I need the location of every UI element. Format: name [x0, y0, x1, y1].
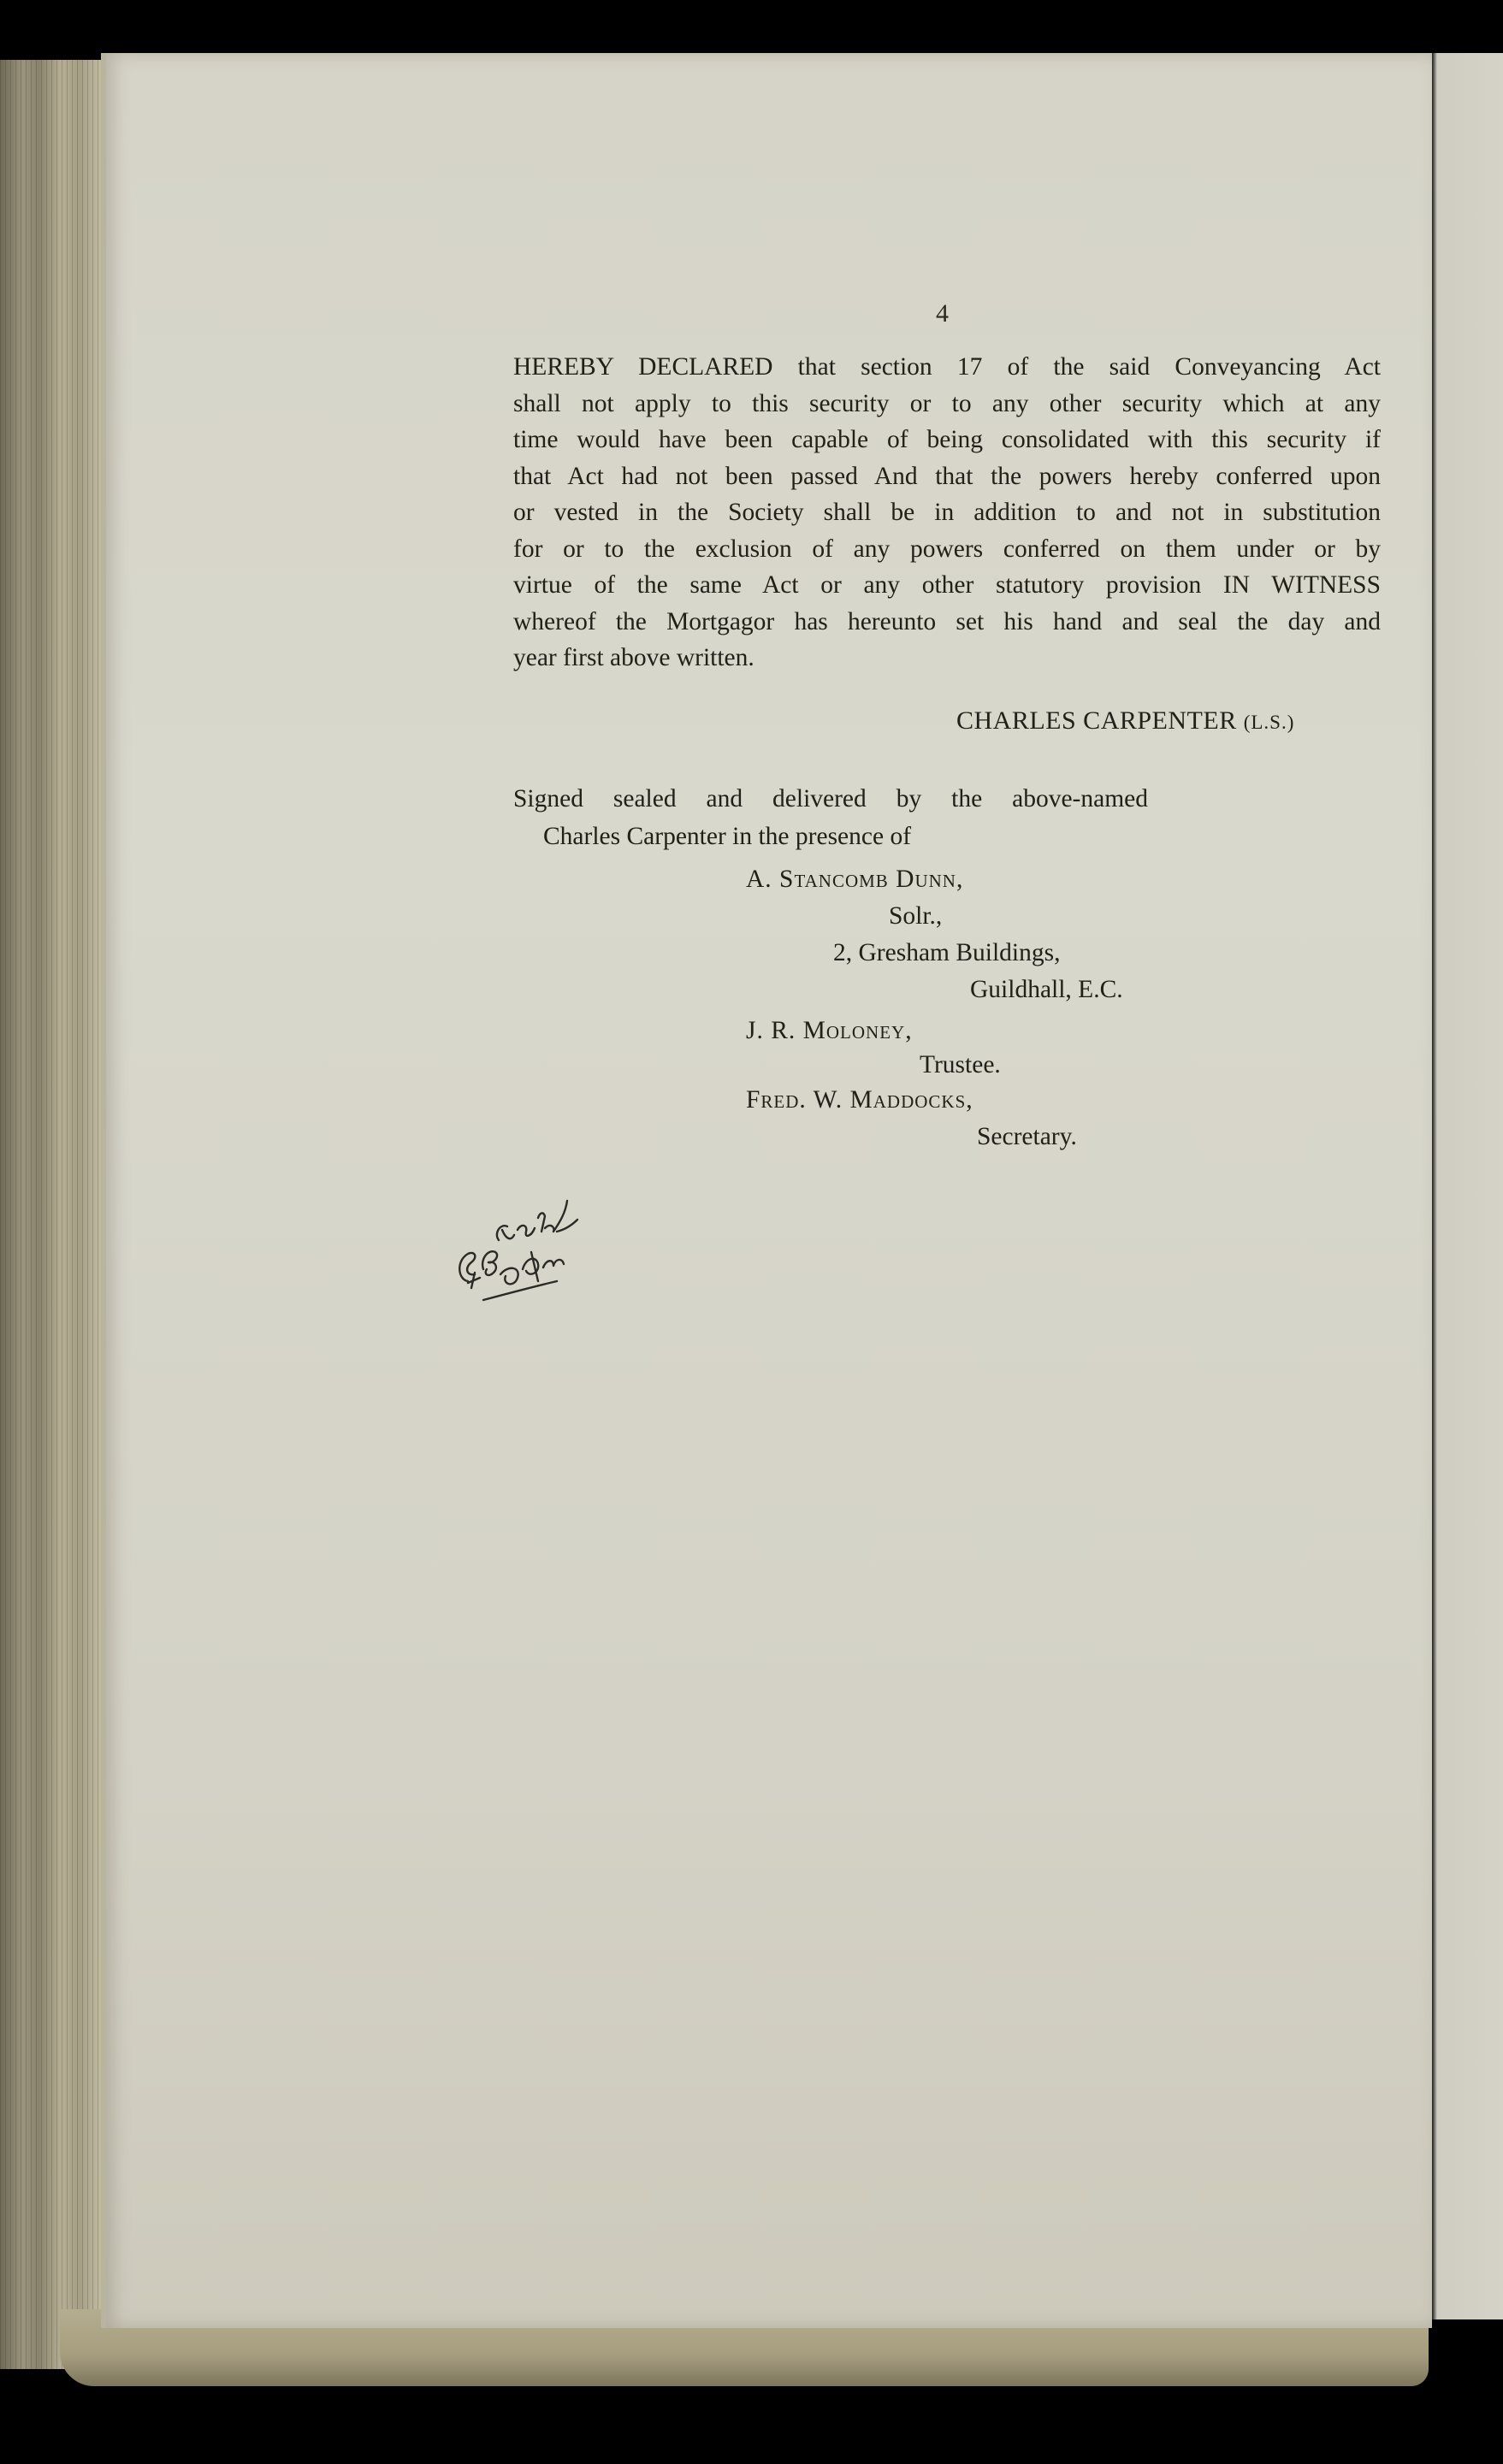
witness-address: 2, Gresham Buildings, — [833, 939, 1061, 966]
witness-name: J. R. Moloney, — [746, 1017, 913, 1044]
body-line: HEREBY DECLARED that section 17 of the said Conveyancing Act — [513, 353, 1381, 381]
witness-name: Fred. W. Maddocks, — [746, 1086, 973, 1114]
handwritten-marginal-note — [449, 1179, 595, 1307]
body-line: year first above written. — [513, 644, 754, 671]
facing-page-edge — [1427, 53, 1503, 2319]
body-line: for or to the exclusion of any powers conferred on them under or by — [513, 535, 1381, 563]
seal-mark: (L.S.) — [1243, 712, 1295, 733]
witness-title: Solr., — [889, 902, 943, 930]
body-line: shall not apply to this security or to any other security which at any — [513, 389, 1381, 417]
signatory-line — [956, 706, 1294, 736]
signatory-name: CHARLES CARPENTER — [956, 706, 1237, 735]
body-line: or vested in the Society shall be in addition to and not in substitution — [513, 499, 1381, 526]
witness-title: Secretary. — [977, 1123, 1077, 1150]
body-line: virtue of the same Act or any other statutory provision IN WITNESS — [513, 571, 1381, 599]
attestation-clause-line2: Charles Carpenter in the presence of — [543, 823, 912, 850]
witness-address: Guildhall, E.C. — [970, 976, 1123, 1003]
attestation-clause-line1: Signed sealed and delivered by the above-named — [513, 785, 1148, 812]
deed-body-text — [513, 349, 1381, 677]
page-number: 4 — [936, 299, 949, 328]
body-line: time would have been capable of being consolidated with this security if — [513, 426, 1381, 453]
body-line: whereof the Mortgagor has hereunto set his hand and seal the day and — [513, 607, 1381, 635]
witness-title: Trustee. — [920, 1051, 1001, 1078]
body-line: that Act had not been passed And that the powers hereby conferred upon — [513, 462, 1381, 490]
witness-name: A. Stancomb Dunn, — [746, 866, 964, 893]
